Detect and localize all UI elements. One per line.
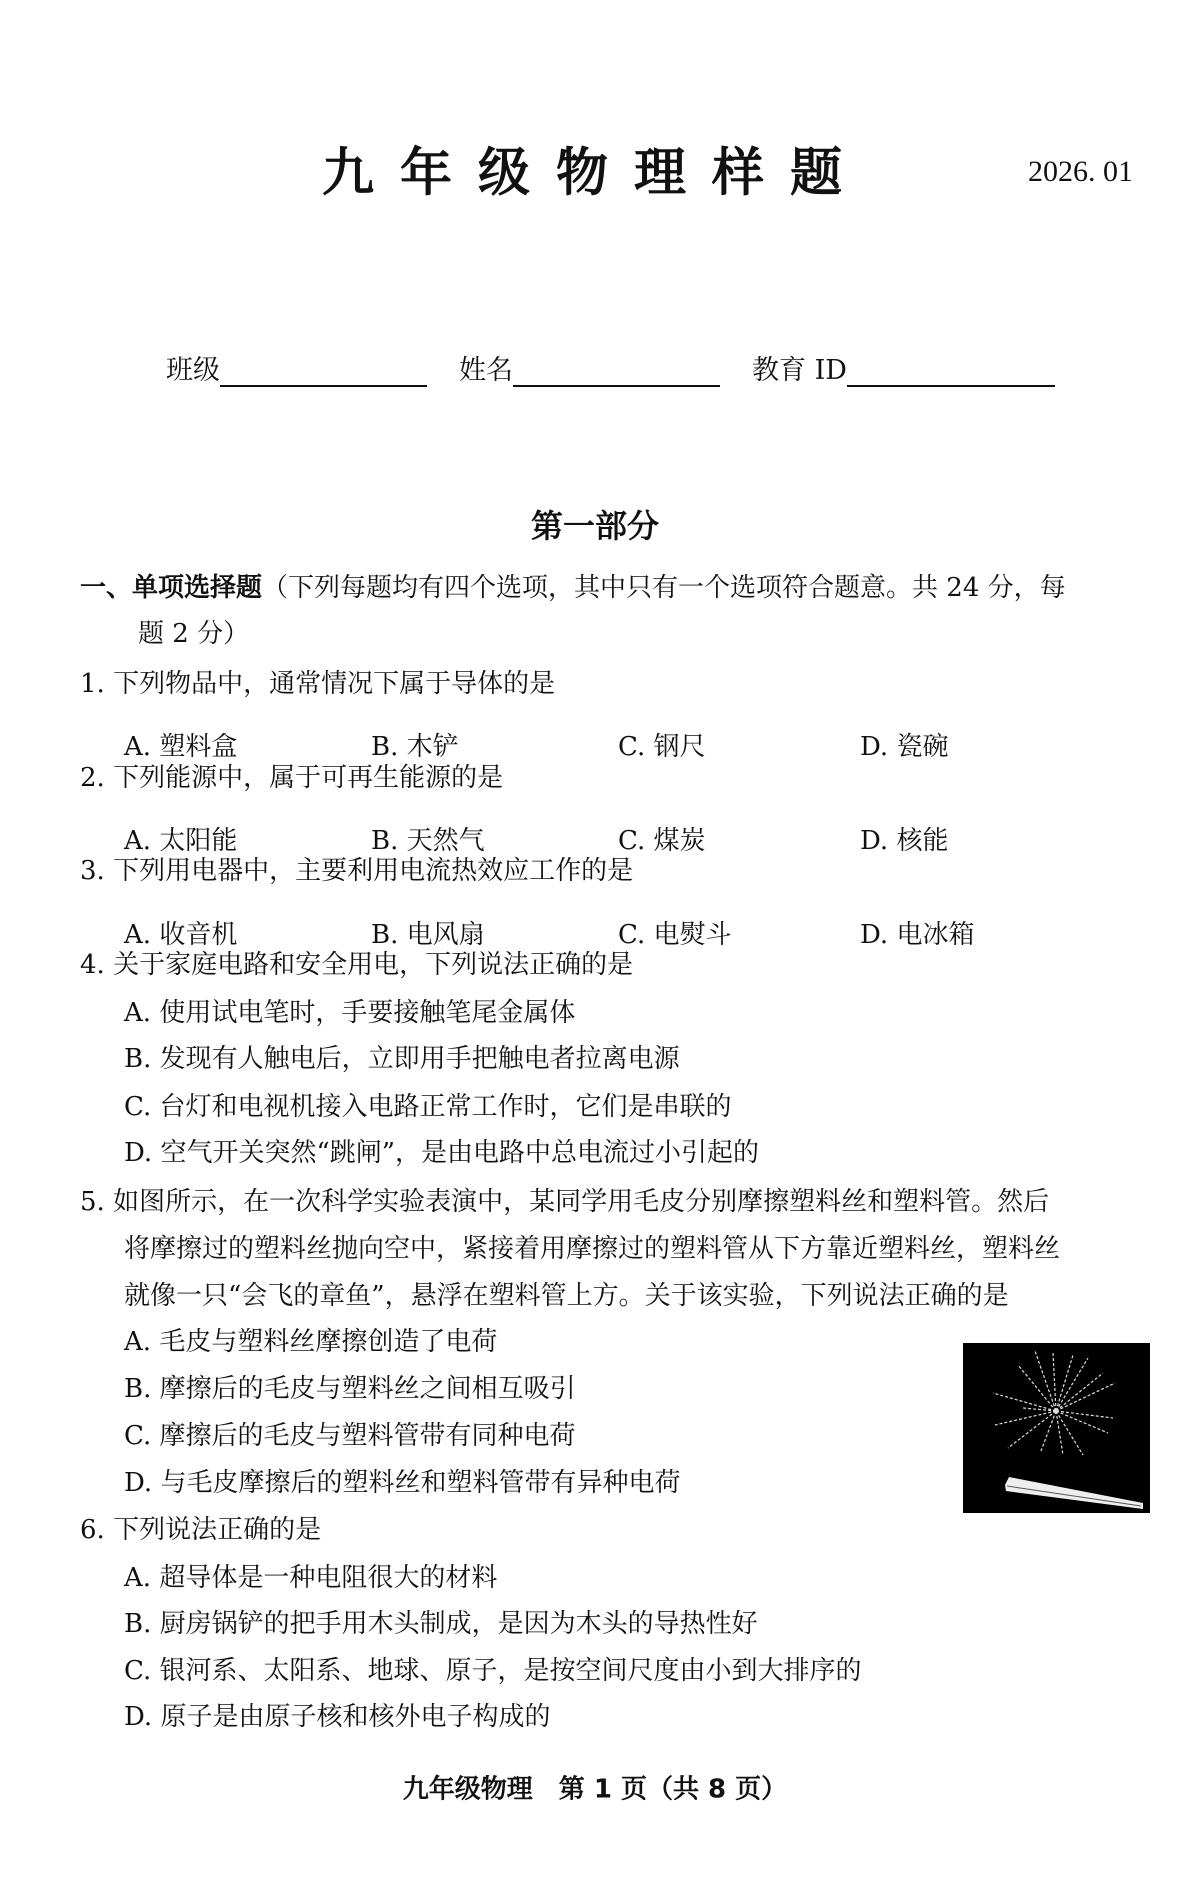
- question-5: [80, 1186, 1049, 1218]
- option-d[interactable]: D. 瓷碗: [860, 732, 949, 762]
- option-a[interactable]: A. 塑料盒: [124, 732, 238, 762]
- id-field[interactable]: [752, 348, 1055, 387]
- name-blank[interactable]: [513, 357, 720, 387]
- question-3: [80, 855, 633, 887]
- option-a[interactable]: A. 使用试电笔时，手要接触笔尾金属体: [124, 998, 576, 1028]
- option-c[interactable]: C. 煤炭: [618, 826, 706, 856]
- option-d[interactable]: D. 空气开关突然“跳闸”，是由电路中总电流过小引起的: [124, 1138, 760, 1168]
- option-c[interactable]: C. 台灯和电视机接入电路正常工作时，它们是串联的: [124, 1092, 732, 1122]
- option-b[interactable]: B. 摩擦后的毛皮与塑料丝之间相互吸引: [124, 1374, 576, 1404]
- section-instruction: （下列每题均有四个选项，其中只有一个选项符合题意。共 24 分，每: [262, 573, 1066, 603]
- option-a[interactable]: A. 太阳能: [124, 826, 238, 856]
- question-stem: 关于家庭电路和安全用电，下列说法正确的是: [113, 950, 634, 980]
- section-instruction-cont: 题 2 分）: [138, 619, 250, 649]
- option-d[interactable]: D. 原子是由原子核和核外电子构成的: [124, 1702, 551, 1732]
- question-1: [80, 668, 555, 700]
- question-stem-line-2: 将摩擦过的塑料丝抛向空中，紧接着用摩擦过的塑料管从下方靠近塑料丝，塑料丝: [124, 1234, 1061, 1264]
- question-6: [80, 1514, 321, 1546]
- question-number: 3.: [80, 856, 105, 886]
- option-b[interactable]: B. 天然气: [371, 826, 485, 856]
- question-stem-line-1: 如图所示，在一次科学实验表演中，某同学用毛皮分别摩擦塑料丝和塑料管。然后: [113, 1187, 1050, 1217]
- question-4: [80, 949, 633, 981]
- section-title: 一、单项选择题: [80, 573, 263, 603]
- option-c[interactable]: C. 摩擦后的毛皮与塑料管带有同种电荷: [124, 1421, 576, 1451]
- question-stem-line-3: 就像一只“会飞的章鱼”，悬浮在塑料管上方。关于该实验，下列说法正确的是: [124, 1281, 1009, 1311]
- option-b[interactable]: B. 木铲: [371, 732, 459, 762]
- exam-title: 九年级物理样题: [321, 143, 868, 204]
- id-label: 教育 ID: [752, 355, 847, 386]
- option-a[interactable]: A. 收音机: [124, 920, 238, 950]
- question-number: 4.: [80, 950, 105, 980]
- question-number: 5.: [80, 1187, 105, 1217]
- section-heading: [80, 572, 1066, 604]
- option-b[interactable]: B. 厨房锅铲的把手用木头制成，是因为木头的导热性好: [124, 1609, 758, 1639]
- page-footer: 九年级物理 第 1 页（共 8 页）: [402, 1774, 788, 1805]
- question-stem: 下列用电器中，主要利用电流热效应工作的是: [113, 856, 634, 886]
- class-field[interactable]: [166, 348, 427, 387]
- option-c[interactable]: C. 银河系、太阳系、地球、原子，是按空间尺度由小到大排序的: [124, 1656, 862, 1686]
- question-number: 1.: [80, 669, 105, 699]
- flying-octopus-photo: [963, 1343, 1150, 1513]
- static-electricity-illustration: [963, 1343, 1150, 1513]
- option-c[interactable]: C. 电熨斗: [618, 920, 732, 950]
- option-b[interactable]: B. 发现有人触电后，立即用手把触电者拉离电源: [124, 1044, 680, 1074]
- option-d[interactable]: D. 电冰箱: [860, 920, 975, 950]
- option-c[interactable]: C. 钢尺: [618, 732, 706, 762]
- id-blank[interactable]: [847, 357, 1055, 387]
- option-d[interactable]: D. 核能: [860, 826, 949, 856]
- question-stem: 下列能源中，属于可再生能源的是: [113, 763, 504, 793]
- option-b[interactable]: B. 电风扇: [371, 920, 485, 950]
- question-number: 2.: [80, 763, 105, 793]
- question-stem: 下列物品中，通常情况下属于导体的是: [113, 669, 556, 699]
- class-label: 班级: [166, 355, 220, 386]
- part-heading: 第一部分: [530, 507, 659, 545]
- question-number: 6.: [80, 1515, 105, 1545]
- option-a[interactable]: A. 毛皮与塑料丝摩擦创造了电荷: [124, 1327, 498, 1357]
- question-2: [80, 762, 503, 794]
- name-field[interactable]: [459, 348, 720, 387]
- class-blank[interactable]: [220, 357, 427, 387]
- name-label: 姓名: [459, 355, 513, 386]
- exam-date: 2026. 01: [1028, 155, 1133, 188]
- question-stem: 下列说法正确的是: [113, 1515, 322, 1545]
- option-d[interactable]: D. 与毛皮摩擦后的塑料丝和塑料管带有异种电荷: [124, 1468, 681, 1498]
- option-a[interactable]: A. 超导体是一种电阻很大的材料: [124, 1563, 498, 1593]
